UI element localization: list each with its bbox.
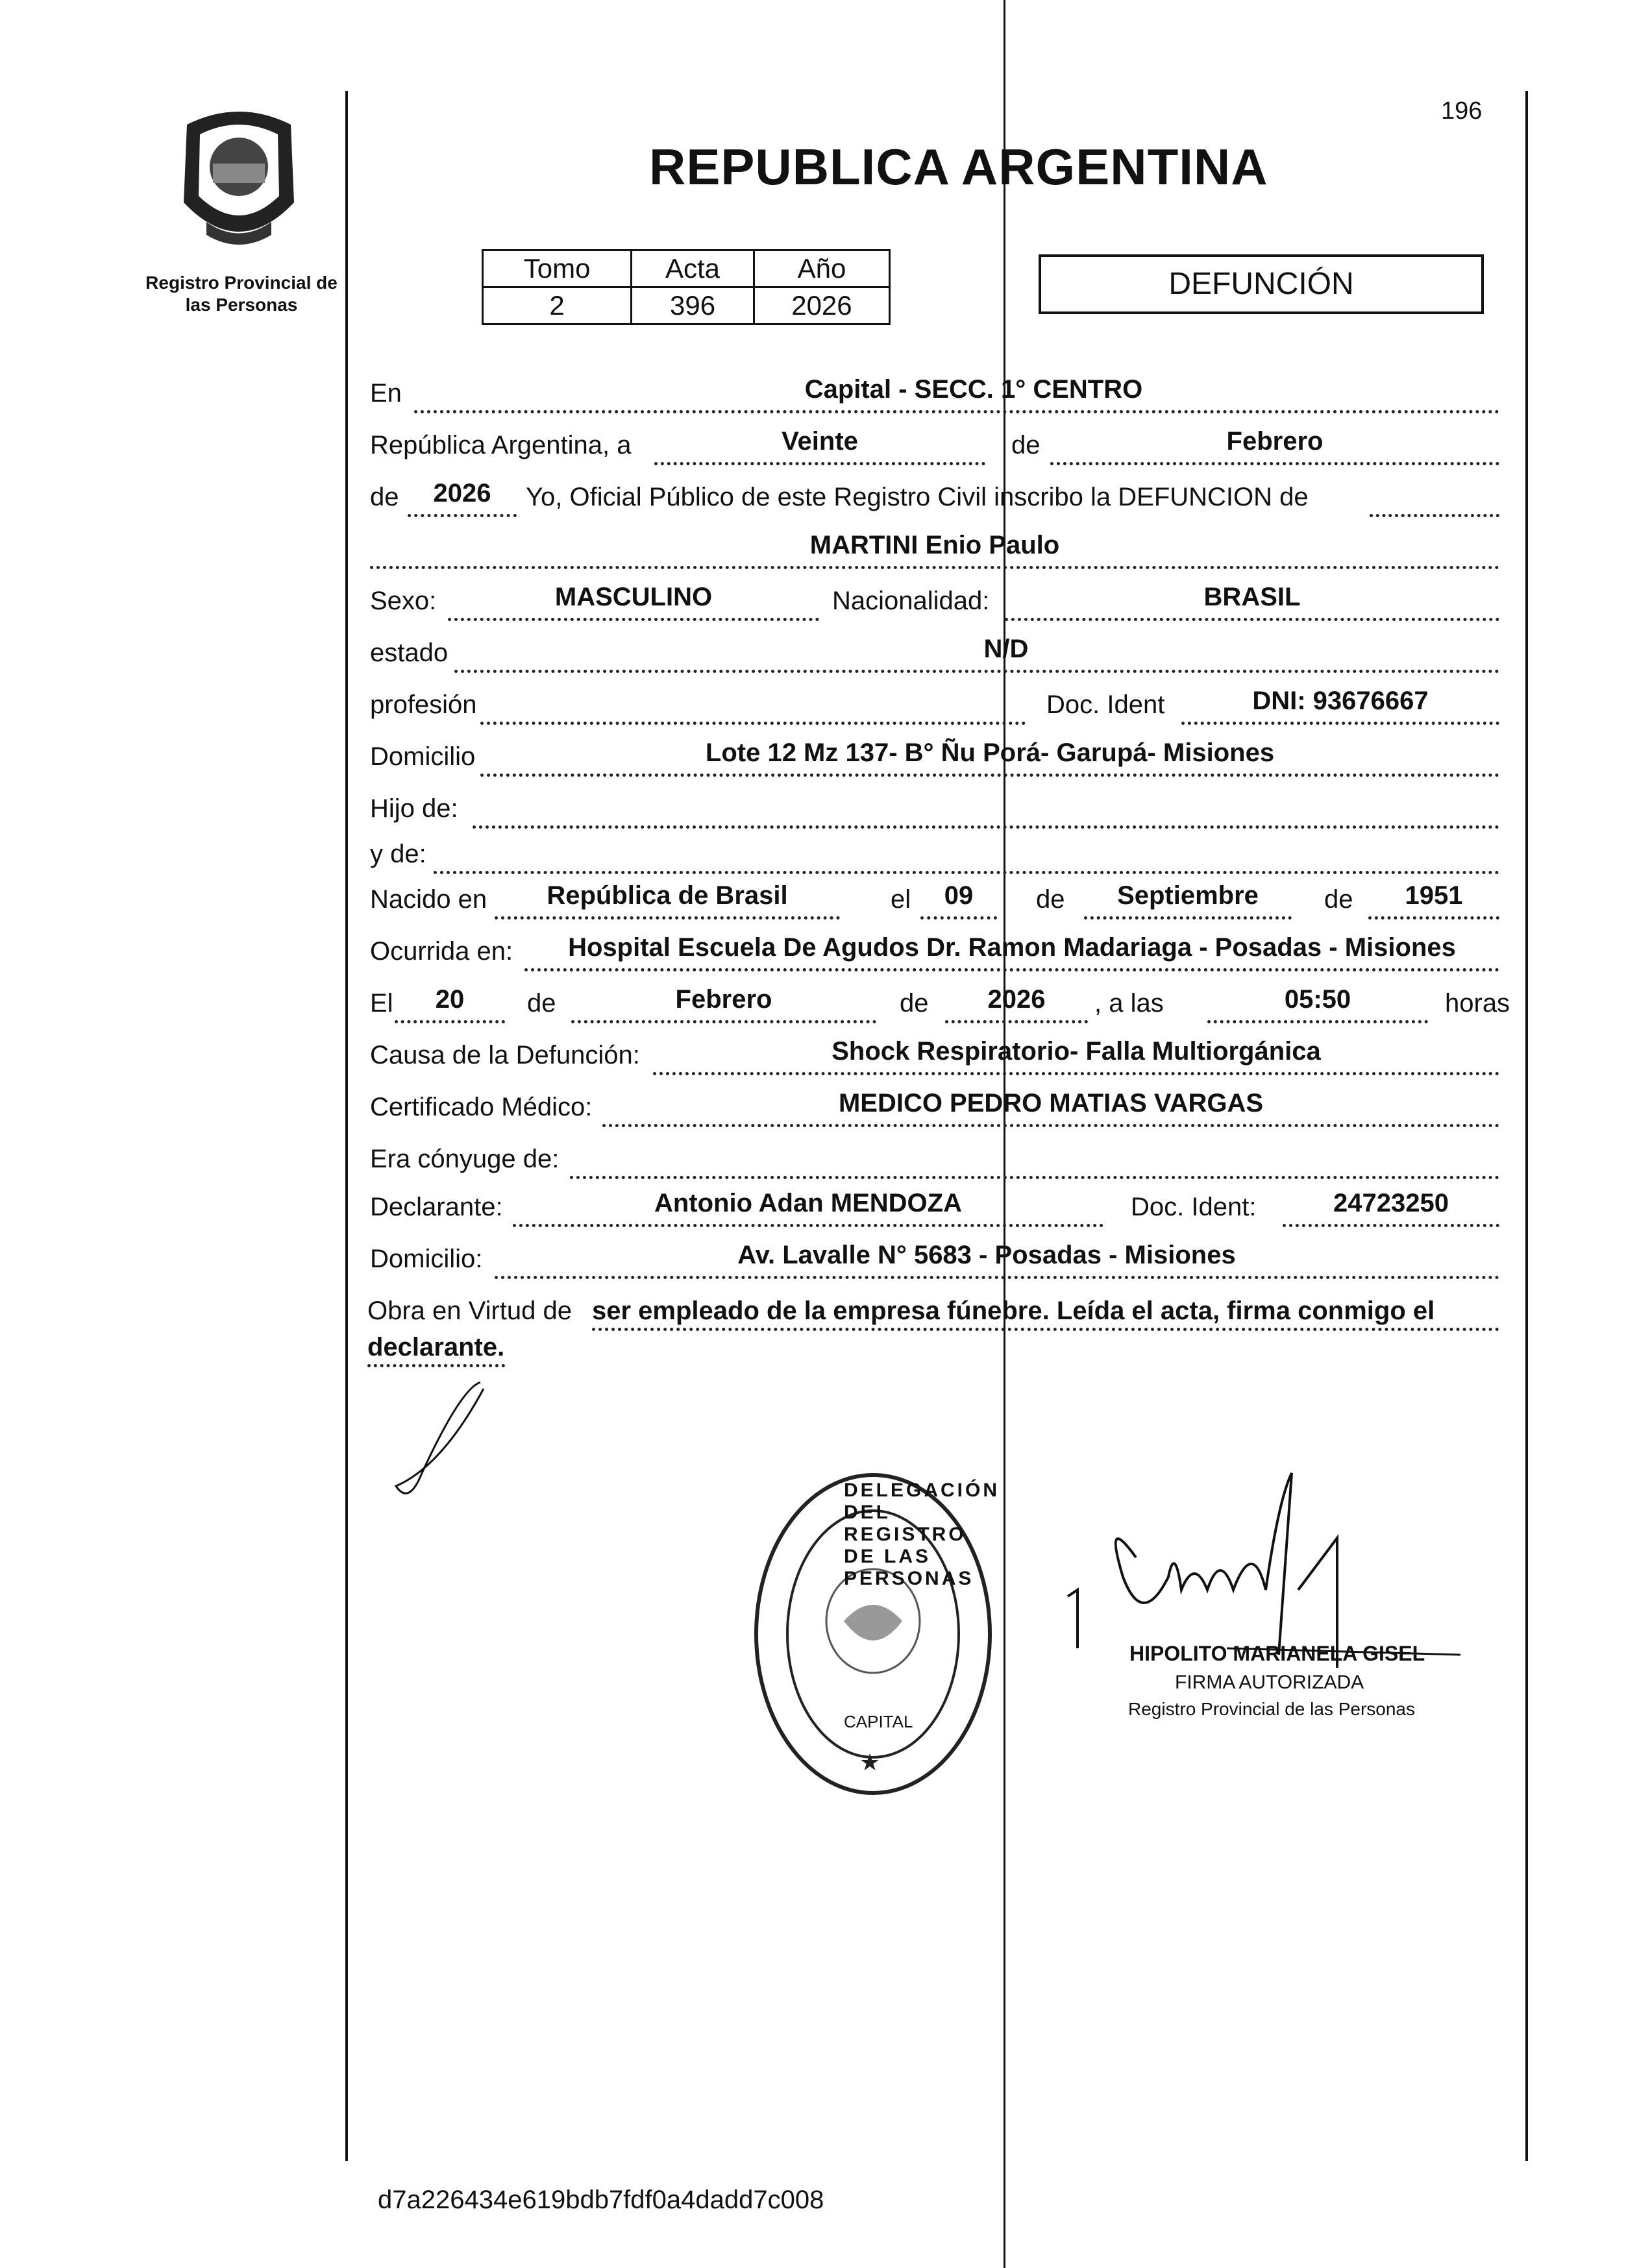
value-nombre: MARTINI Enio Paulo (809, 531, 1060, 559)
dotted-line (653, 1072, 1499, 1075)
value-nacido-lugar: República de Brasil (547, 881, 788, 910)
signature-stroke-icon (383, 1376, 500, 1506)
province-seal-icon (174, 105, 304, 254)
value-nac-dia: 09 (944, 881, 974, 910)
value-def-hora: 05:50 (1284, 985, 1351, 1014)
dotted-line (1181, 722, 1499, 725)
label-nac-de2: de (1324, 885, 1353, 914)
label-nac-de1: de (1036, 885, 1065, 914)
dotted-line (1283, 1224, 1499, 1227)
label-de-anio: de (370, 483, 399, 511)
row-nombre (0, 531, 1626, 576)
dotted-line (945, 1020, 1088, 1023)
dotted-line (1084, 916, 1292, 920)
dotted-line (408, 514, 517, 517)
value-anio: 2026 (754, 287, 889, 324)
label-nacionalidad: Nacionalidad: (832, 587, 990, 615)
label-hijo: Hijo de: (370, 794, 458, 823)
dotted-line (495, 1276, 1499, 1279)
row-fecha-defuncion (0, 985, 1626, 1030)
dotted-line (473, 825, 1499, 829)
value-obra-2: declarante. (367, 1333, 505, 1361)
row-causa (0, 1037, 1626, 1082)
signer-role: FIRMA AUTORIZADA (1175, 1672, 1364, 1693)
value-nac-mes: Septiembre (1117, 881, 1259, 910)
dotted-line (434, 871, 1499, 874)
signer-office: Registro Provincial de las Personas (1128, 1699, 1415, 1719)
header-anio: Año (754, 250, 889, 287)
value-def-anio: 2026 (987, 985, 1046, 1014)
value-certificado: MEDICO PEDRO MATIAS VARGAS (838, 1089, 1264, 1117)
label-nacido: Nacido en (370, 885, 487, 914)
province-logo (174, 105, 304, 254)
value-decl-doc: 24723250 (1333, 1189, 1449, 1217)
value-anio: 2026 (433, 479, 491, 507)
row-estado (0, 635, 1626, 680)
dotted-line (395, 1020, 505, 1023)
value-dni: DNI: 93676667 (1252, 687, 1429, 715)
dotted-line (1370, 514, 1499, 517)
value-tomo: 2 (483, 287, 632, 324)
label-en: En (370, 379, 402, 408)
row-hijo (0, 790, 1626, 836)
dotted-line (524, 968, 1499, 971)
document-hash: d7a226434e619bdb7fdf0a4dadd7c008 (378, 2186, 824, 2214)
stamp-ring-text: DELEGACIÓN DEL REGISTRO DE LAS PERSONAS (844, 1480, 1000, 1589)
dotted-line (454, 670, 1499, 673)
dotted-line (448, 618, 819, 621)
value-acta: 396 (632, 287, 754, 324)
label-de: de (1011, 431, 1041, 459)
value-mes: Febrero (1226, 427, 1324, 456)
row-en (0, 375, 1626, 421)
label-alas: , a las (1094, 989, 1164, 1018)
label-decl-domicilio: Domicilio: (370, 1245, 483, 1273)
label-yde: y de: (370, 840, 426, 868)
dotted-line (1005, 618, 1499, 621)
label-domicilio: Domicilio (370, 742, 476, 771)
row-nacido (0, 881, 1626, 927)
value-dia-texto: Veinte (782, 427, 858, 456)
value-declarante: Antonio Adan MENDOZA (654, 1189, 962, 1217)
dotted-line (495, 916, 840, 920)
value-nacionalidad: BRASIL (1203, 583, 1301, 611)
registry-name-line1: Registro Provincial de (145, 273, 338, 293)
dotted-line (480, 774, 1499, 777)
record-table (482, 249, 891, 325)
label-el: el (891, 885, 911, 914)
label-decl-doc: Doc. Ident: (1131, 1193, 1257, 1221)
signer-name: HIPOLITO MARIANELA GISEL (1129, 1642, 1425, 1665)
dotted-line (480, 722, 1026, 725)
value-nac-anio: 1951 (1405, 881, 1463, 910)
row-yde (0, 836, 1626, 881)
value-estado: N/D (983, 635, 1029, 663)
dotted-line (570, 1176, 1499, 1179)
row-certificado (0, 1089, 1626, 1134)
row-declarante (0, 1189, 1626, 1234)
value-def-dia: 20 (435, 985, 465, 1014)
value-lugar: Capital - SECC. 1° CENTRO (804, 375, 1143, 404)
label-conyuge: Era cónyuge de: (370, 1145, 560, 1173)
dotted-line (513, 1224, 1103, 1227)
dotted-line (1368, 916, 1499, 920)
label-horas: horas (1445, 989, 1510, 1018)
dotted-line (414, 410, 1499, 413)
label-declarante: Declarante: (370, 1193, 503, 1221)
svg-text:★: ★ (859, 1750, 881, 1776)
label-causa: Causa de la Defunción: (370, 1041, 640, 1069)
oficial-text: Yo, Oficial Público de este Registro Civil inscribo la DEFUNCION de (526, 483, 1309, 511)
dotted-line (571, 1020, 876, 1023)
value-obra: ser empleado de la empresa fúnebre. Leída el acta, firma conmigo el (592, 1297, 1435, 1325)
label-def-de1: de (527, 989, 556, 1018)
label-el2: El (370, 989, 393, 1018)
label-ocurrida: Ocurrida en: (370, 937, 513, 966)
label-profesion: profesión (370, 690, 477, 719)
row-conyuge (0, 1141, 1626, 1186)
row-obra2 (0, 1329, 1626, 1374)
row-oficial (0, 479, 1626, 524)
value-decl-domicilio: Av. Lavalle N° 5683 - Posadas - Misiones (737, 1241, 1236, 1269)
page-title: REPUBLICA ARGENTINA (649, 138, 1268, 195)
header-tomo: Tomo (483, 250, 632, 287)
row-ocurrida (0, 933, 1626, 979)
row-fecha (0, 427, 1626, 472)
dotted-line (654, 462, 985, 465)
label-doc-ident: Doc. Ident (1046, 690, 1165, 719)
dotted-line (367, 1364, 505, 1367)
dotted-line (1050, 462, 1499, 465)
dotted-line (370, 566, 1499, 569)
row-domicilio (0, 738, 1626, 784)
value-def-mes: Febrero (675, 985, 772, 1014)
value-sexo: MASCULINO (554, 583, 713, 611)
declarant-signature (383, 1376, 500, 1506)
value-causa: Shock Respiratorio- Falla Multiorgánica (831, 1037, 1321, 1066)
official-stamp (746, 1465, 1000, 1803)
value-ocurrida: Hospital Escuela De Agudos Dr. Ramon Madariaga - Posadas - Misiones (568, 933, 1456, 962)
row-decl-domicilio (0, 1241, 1626, 1286)
label-estado: estado (370, 639, 449, 667)
label-sexo: Sexo: (370, 587, 437, 615)
label-republica: República Argentina, a (370, 431, 632, 459)
label-obra: Obra en Virtud de (367, 1297, 573, 1325)
dotted-line (1207, 1020, 1428, 1023)
header-acta: Acta (632, 250, 754, 287)
label-certificado: Certificado Médico: (370, 1093, 593, 1121)
dotted-line (920, 916, 997, 920)
stamp-inner-text: CAPITAL (844, 1712, 913, 1731)
page-number: 196 (1441, 97, 1483, 125)
document-type-box: DEFUNCIÓN (1039, 254, 1484, 314)
dotted-line (602, 1124, 1499, 1127)
row-sexo (0, 583, 1626, 628)
value-domicilio: Lote 12 Mz 137- B° Ñu Porá- Garupá- Misiones (705, 738, 1275, 767)
label-def-de2: de (900, 989, 929, 1018)
row-profesion (0, 687, 1626, 732)
registry-name-line2: las Personas (185, 295, 298, 315)
